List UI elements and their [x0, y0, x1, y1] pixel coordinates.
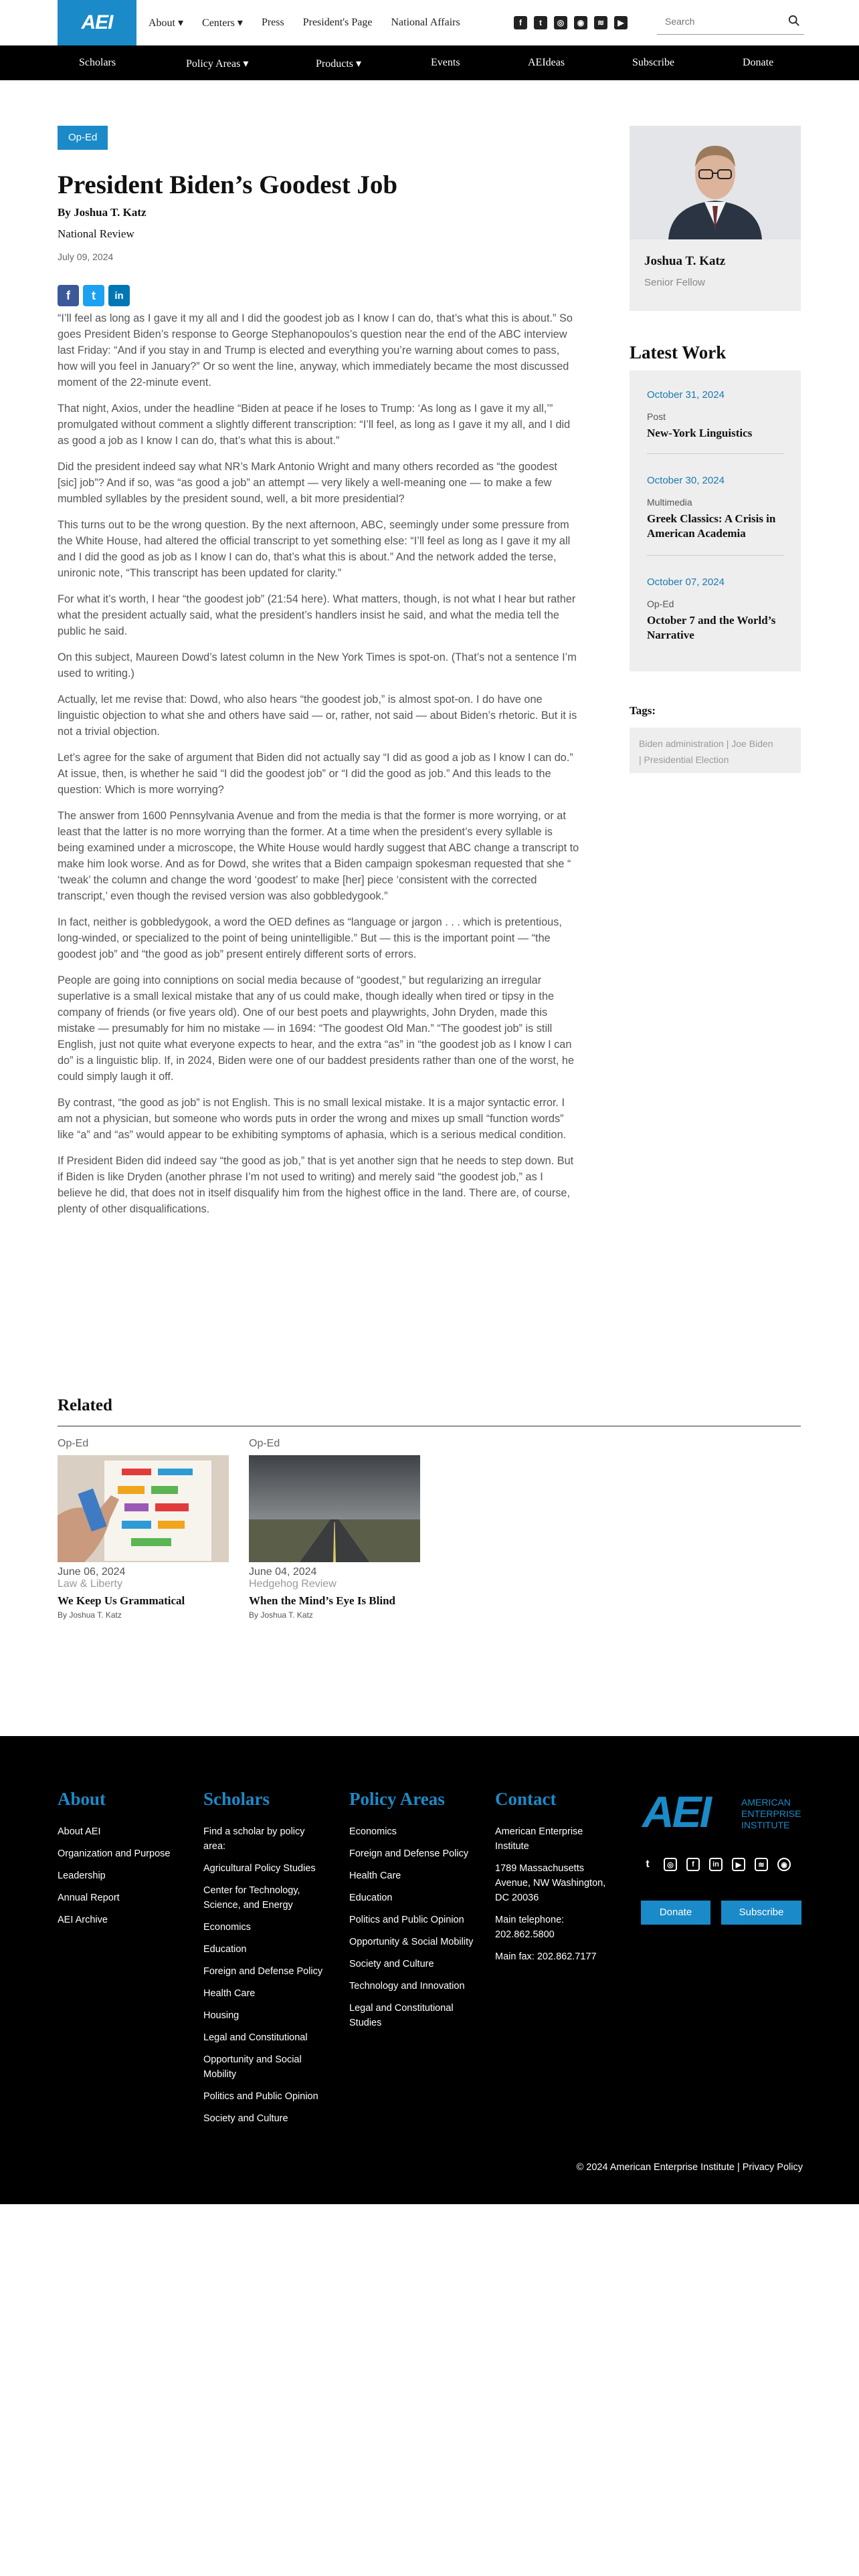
latest-work-type: Op-Ed: [647, 599, 674, 609]
footer-link[interactable]: Foreign and Defense Policy: [349, 1848, 469, 1859]
article-paragraph: “I’ll feel as long as I gave it my all and I did the goodest job as I know I can do, that’s what this is about.” So goes President Biden’s response to George Stephanopoulos’s question near the end of the ABC interview last Friday: “And if you stay in and Trump is elected and everything you’re warning about comes to pass, how will you feel in January?” Or so went the line, anyway, which immediately became the most discussed moment of the 22-minute event.: [58, 312, 573, 389]
tags-heading: Tags:: [630, 704, 656, 717]
related-card[interactable]: [58, 1438, 229, 1620]
svg-text:AEI: AEI: [642, 1787, 710, 1836]
article-type-badge[interactable]: Op-Ed: [58, 126, 108, 150]
youtube-icon[interactable]: ▶: [732, 1858, 745, 1871]
search-icon[interactable]: [788, 15, 800, 27]
footer-text: Main fax: 202.862.7177: [495, 1951, 597, 1962]
related-byline: By Joshua T. Katz: [249, 1610, 313, 1620]
footer-policy-list: [349, 1824, 476, 2038]
footer-link[interactable]: Legal and Constitutional: [203, 2032, 308, 2043]
facebook-icon[interactable]: f: [514, 16, 527, 29]
related-card[interactable]: [249, 1438, 420, 1620]
author-photo[interactable]: [630, 126, 801, 239]
share-twitter-icon[interactable]: t: [83, 285, 104, 306]
footer-link[interactable]: Health Care: [203, 1988, 256, 1999]
article-paragraph: That night, Axios, under the headline “Biden at peace if he loses to Trump: ‘As long as I gave it my all,’” promulgated without comment a slightly different transcription: “I’ll feel, as long as I gave it my all, and I did as good a job as I know I can do, that’s what this is about.”: [58, 403, 571, 447]
footer-donate-button[interactable]: Donate: [641, 1901, 710, 1925]
instagram-icon[interactable]: ◎: [664, 1858, 677, 1871]
nav-events[interactable]: Events: [431, 57, 460, 68]
youtube-icon[interactable]: ▶: [614, 16, 628, 29]
twitter-icon[interactable]: t: [646, 1858, 650, 1870]
nav-aeideas[interactable]: AEIdeas: [528, 57, 565, 68]
footer-link[interactable]: Organization and Purpose: [58, 1848, 171, 1859]
nav-presidents-page[interactable]: President's Page: [302, 17, 373, 28]
related-source: Hedgehog Review: [249, 1578, 337, 1590]
related-byline: By Joshua T. Katz: [58, 1610, 122, 1620]
footer-link[interactable]: Education: [203, 1944, 247, 1955]
related-author-link[interactable]: Joshua T. Katz: [69, 1610, 122, 1620]
rss-icon[interactable]: ≋: [594, 16, 607, 29]
footer-link[interactable]: Leadership: [58, 1870, 106, 1881]
footer-text: 1789 Massachusetts Avenue, NW Washington, DC 20036: [495, 1863, 606, 1903]
article-body: [58, 310, 579, 1227]
footer-link[interactable]: Economics: [203, 1922, 251, 1933]
related-type: Op-Ed: [249, 1438, 280, 1449]
footer-about-list: [58, 1824, 185, 1935]
article-paragraph: Actually, let me revise that: Dowd, who also hears “the goodest job,” is almost spot-on. I do have one linguistic objection to what she and others have said — or, rather, not said — about Biden’s rhetoric. But it is not a trivial objection.: [58, 693, 577, 738]
nav-scholars[interactable]: Scholars: [79, 57, 116, 68]
author-role: Senior Fellow: [644, 277, 705, 288]
footer-link[interactable]: Technology and Innovation: [349, 1981, 465, 1992]
latest-work-item[interactable]: [647, 389, 791, 441]
related-author-link[interactable]: Joshua T. Katz: [260, 1610, 313, 1620]
footer-link[interactable]: About AEI: [58, 1826, 101, 1837]
divider: [647, 453, 784, 454]
latest-work-list: [630, 370, 801, 671]
search-box: [657, 9, 804, 35]
tag-link[interactable]: Biden administration: [639, 738, 724, 749]
latest-work-title[interactable]: October 7 and the World’s Narrative: [647, 614, 776, 641]
latest-work-item[interactable]: [647, 475, 791, 541]
related-source: Law & Liberty: [58, 1578, 122, 1590]
footer-text: Find a scholar by policy area:: [203, 1826, 305, 1852]
article-paragraph: If President Biden did indeed say “the good as job,” that is yet another sign that he needs to step down. But if Biden is like Dryden (another phrase I’m not used to writing) and merely said “the goodest job,” as I believe he did, that does not in itself disqualify him from the highest office in the land. There are, of course, plenty of other disqualifications.: [58, 1155, 574, 1215]
footer-link[interactable]: Annual Report: [58, 1893, 120, 1903]
share-linkedin-icon[interactable]: in: [108, 285, 130, 306]
footer-contact-list: [495, 1824, 609, 1971]
footer-link[interactable]: Opportunity & Social Mobility: [349, 1937, 474, 1947]
related-heading: Related: [58, 1396, 112, 1414]
author-name[interactable]: Joshua T. Katz: [644, 254, 726, 268]
article-byline[interactable]: By Joshua T. Katz: [58, 206, 147, 219]
latest-work-title[interactable]: New-York Linguistics: [647, 427, 753, 439]
footer-link[interactable]: Center for Technology, Science, and Energy: [203, 1885, 300, 1911]
nav-policy-areas[interactable]: Policy Areas ▾: [186, 58, 249, 70]
footer-link[interactable]: Politics and Public Opinion: [203, 2091, 318, 2102]
footer-link[interactable]: Health Care: [349, 1870, 401, 1881]
divider: [647, 555, 784, 556]
podcast-icon[interactable]: ◉: [574, 16, 587, 29]
related-date: June 06, 2024: [58, 1566, 126, 1578]
footer-scholars-heading: Scholars: [203, 1789, 270, 1809]
article-paragraph: The answer from 1600 Pennsylvania Avenue and from the media is that the former is more worrying, or at least that the latter is no more worrying than the former. At a time when the president’s every syllable is being examined under a microscope, the White House would hardly suggest that ABC change a transcript to make him look worse. And as for Dowd, she writes that a Biden campaign spokesman requested that she “ ‘tweak’ the column and change the word ‘goodest’ to make [her] piece ‘consistent with the corrected transcript,’ even though the revised version was also gobbledygook.”: [58, 810, 579, 902]
article-paragraph: On this subject, Maureen Dowd’s latest column in the New York Times is spot-on. (That’s not a sentence I’m used to writing.): [58, 651, 577, 679]
related-date: June 04, 2024: [249, 1566, 317, 1578]
header-social: [514, 16, 628, 29]
related-image[interactable]: [58, 1455, 229, 1562]
rss-icon[interactable]: ≋: [755, 1858, 768, 1871]
instagram-icon[interactable]: ◎: [554, 16, 567, 29]
footer-policy-heading: Policy Areas: [349, 1789, 445, 1809]
footer-link[interactable]: Opportunity and Social Mobility: [203, 2054, 302, 2080]
latest-work-item[interactable]: [647, 576, 791, 643]
footer-link[interactable]: Economics: [349, 1826, 397, 1837]
top-nav: [149, 0, 460, 45]
related-title[interactable]: When the Mind’s Eye Is Blind: [249, 1594, 395, 1607]
latest-work-date: October 07, 2024: [647, 576, 725, 588]
footer-link[interactable]: Society and Culture: [349, 1959, 434, 1969]
footer-about-heading: About: [58, 1789, 106, 1809]
share-facebook-icon[interactable]: f: [58, 285, 79, 306]
footer-contact-heading: Contact: [495, 1789, 557, 1809]
footer-logo-line: INSTITUTE: [741, 1820, 790, 1830]
facebook-icon[interactable]: f: [686, 1858, 700, 1871]
article-paragraph: In fact, neither is gobbledygook, a word the OED defines as “language or jargon . . . which is pretentious, long-winded, or specialized to the point of being unintelligible.” But — this is the important point — “the goodest job” and “the good as job” present entirely different sorts of errors.: [58, 916, 562, 960]
nav-donate[interactable]: Donate: [743, 57, 774, 68]
footer-logo-line: ENTERPRISE: [741, 1808, 801, 1819]
nav-national-affairs[interactable]: National Affairs: [391, 17, 460, 28]
footer-social: [641, 1858, 791, 1871]
share-buttons: [58, 285, 130, 306]
latest-work-heading: Latest Work: [630, 342, 727, 362]
footer-link[interactable]: Society and Culture: [203, 2113, 288, 2124]
footer-logo-line: AMERICAN: [741, 1797, 791, 1808]
footer-link[interactable]: Foreign and Defense Policy: [203, 1966, 323, 1977]
nav-products[interactable]: Products ▾: [316, 58, 362, 70]
article-paragraph: Did the president indeed say what NR’s Mark Antonio Wright and many others recorded as “the goodest [sic] job”? And if so, was “as good a job” an attempt — very likely a well-meaning one — to make a few mumbled syllables by the president sound, well, a bit more presidential?: [58, 461, 557, 505]
nav-about[interactable]: About ▾: [149, 17, 184, 29]
nav-centers[interactable]: Centers ▾: [202, 17, 243, 29]
footer-text[interactable]: Main telephone: 202.862.5800: [495, 1915, 565, 1940]
tag-link[interactable]: Presidential Election: [644, 754, 729, 765]
footer-link[interactable]: Housing: [203, 2010, 240, 2021]
latest-work-date: October 30, 2024: [647, 475, 725, 486]
top-bar: [0, 0, 859, 45]
latest-work-title[interactable]: Greek Classics: A Crisis in American Academia: [647, 512, 776, 540]
footer-text: American Enterprise Institute: [495, 1826, 583, 1852]
article-paragraph: For what it’s worth, I hear “the goodest job” (21:54 here). What matters, though, is not what I hear but rather what the president actually said, what the president’s handlers insist he said, and what the media tell the public he said.: [58, 593, 576, 637]
footer-link[interactable]: Legal and Constitutional Studies: [349, 2003, 454, 2028]
footer-link[interactable]: Politics and Public Opinion: [349, 1915, 464, 1925]
article-paragraph: Let’s agree for the sake of argument that Biden did not actually say “I did as good a job as I know I can do.” At issue, then, is whether he said “I did the goodest job” or “I did the good as job.” And this leads to the question: Which is more worrying?: [58, 752, 573, 796]
footer-copyright[interactable]: © 2024 American Enterprise Institute | Privacy Policy: [576, 2162, 803, 2173]
search-input[interactable]: [657, 9, 777, 33]
linkedin-icon[interactable]: in: [709, 1858, 723, 1871]
latest-work-date: October 31, 2024: [647, 389, 725, 401]
latest-work-type: Post: [647, 411, 666, 422]
latest-work-type: Multimedia: [647, 497, 692, 508]
twitter-icon[interactable]: t: [534, 16, 547, 29]
footer-link[interactable]: Agricultural Policy Studies: [203, 1863, 316, 1874]
nav-subscribe[interactable]: Subscribe: [632, 57, 675, 68]
footer-subscribe-button[interactable]: Subscribe: [721, 1901, 801, 1925]
article-paragraph: People are going into conniptions on social media because of “goodest,” but regularizing an irregular superlative is a small lexical mistake that any of us could make, though ideally when tired or tipsy in the company of friends (or five years old). One of our best poets and playwrights, John Dryden, made this mistake — presumably for him no mistake — in 1694: “The goodest Old Man.” “The goodest job” is still English, just not quite what everyone expects to hear, and the extra “as” in “the goodest job as I know I can do” is a linguistic blip. If, in 2024, Biden were one of our baddest presidents rather than one of the worst, he could simply laugh it off.: [58, 974, 575, 1083]
aei-logo[interactable]: AEI: [58, 0, 136, 45]
author-card[interactable]: [630, 126, 801, 311]
footer-scholars-list: [203, 1824, 324, 2133]
article-publication: National Review: [58, 227, 134, 240]
article-date: July 09, 2024: [58, 251, 114, 262]
article-title: President Biden’s Goodest Job: [58, 171, 398, 199]
nav-press[interactable]: Press: [261, 17, 284, 28]
footer-aei-logo[interactable]: [641, 1786, 801, 1839]
related-type: Op-Ed: [58, 1438, 89, 1449]
related-image[interactable]: [249, 1455, 420, 1562]
article-paragraph: This turns out to be the wrong question. By the next afternoon, ABC, seemingly under some pressure from the White House, had altered the official transcript to yet something else: “I’ll feel as long as I gave it my all and I did the good as job as I know I can do, that’s what this is about.” And the network added the terse, unironic note, “This transcript has been updated for clarity.”: [58, 519, 571, 579]
tags-list: Biden administration | Joe Biden | Presidential Election: [630, 728, 801, 773]
footer-link[interactable]: AEI Archive: [58, 1915, 108, 1925]
footer-link[interactable]: Education: [349, 1893, 393, 1903]
tag-link[interactable]: Joe Biden: [731, 738, 773, 749]
podcast-icon[interactable]: ◉: [777, 1858, 791, 1871]
related-title[interactable]: We Keep Us Grammatical: [58, 1594, 185, 1607]
main-nav: [0, 45, 859, 80]
article-paragraph: By contrast, “the good as job” is not English. This is no small lexical mistake. It is a major syntactic error. I am not a physician, but someone who words puts in order the wrong and mixes up small “function words” like “a” and “as” would appear to be exhibiting symptoms of aphasia, which is a serious medical condition.: [58, 1097, 567, 1141]
